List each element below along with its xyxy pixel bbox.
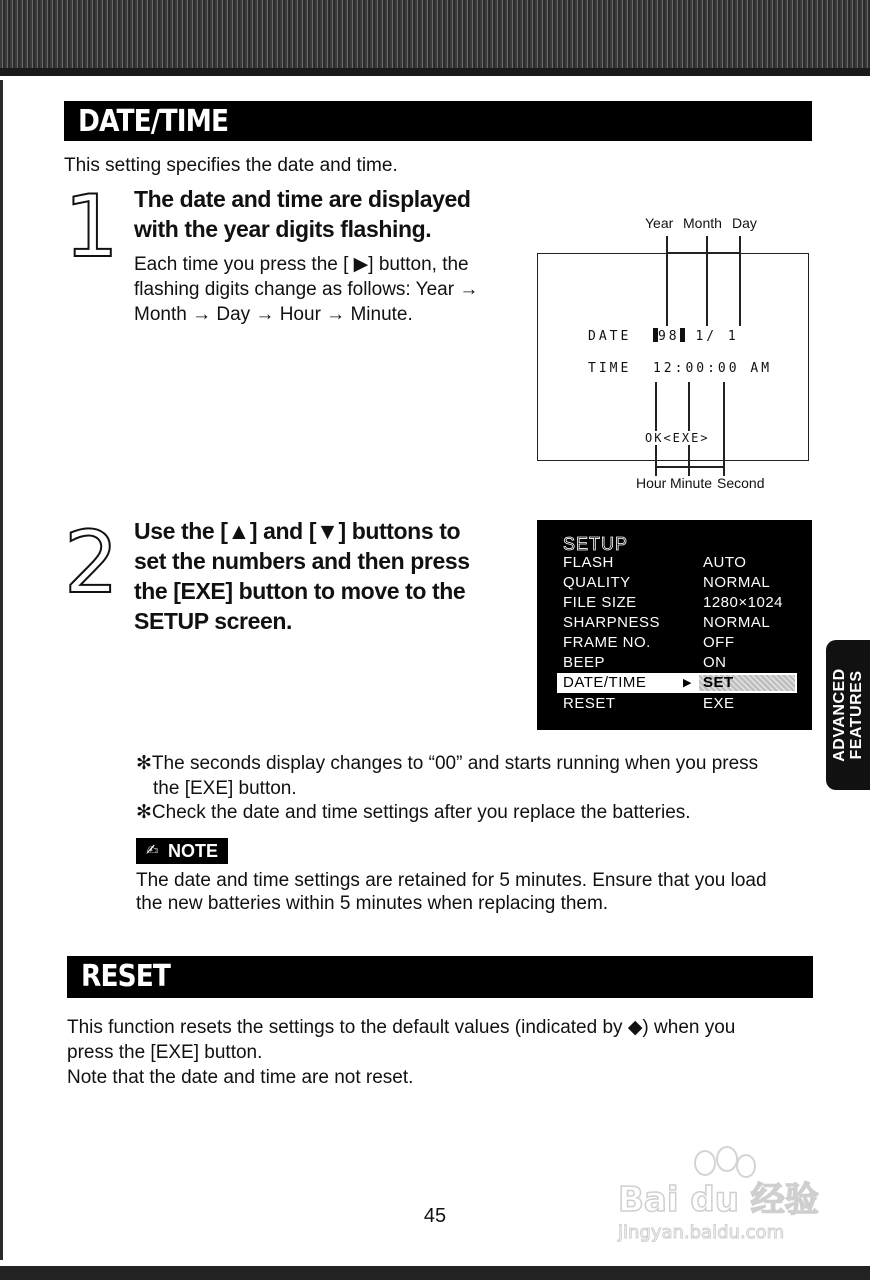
bullet-2: ✻Check the date and time settings after you replace the batteries. [136, 802, 691, 823]
date-time-title: DATE/TIME [78, 104, 229, 139]
setup-value: NORMAL [703, 614, 771, 631]
setup-value: 1280×1024 [703, 594, 783, 611]
date-field-label: DATE [588, 329, 632, 344]
setup-value: NORMAL [703, 574, 771, 591]
step-1-heading-line-2: with the year digits flashing. [134, 216, 432, 242]
date-month-day-value: 1/ 1 [695, 329, 739, 344]
setup-value: SET [703, 674, 734, 691]
second-leader-line [723, 382, 725, 476]
step-1-number: 1 [64, 177, 119, 277]
setup-value: OFF [703, 634, 735, 651]
setup-row-quality [557, 573, 797, 593]
setup-row-file-size [557, 593, 797, 613]
paw-toe-icon [716, 1146, 738, 1172]
setup-row-sharpness [557, 613, 797, 633]
baidu-watermark [610, 1150, 830, 1260]
step-2-line-2: set the numbers and then press [134, 548, 470, 574]
setup-row-reset [557, 694, 797, 714]
hour-label: Hour [636, 475, 667, 491]
setup-screen [537, 520, 812, 730]
lcd-display-frame [537, 253, 809, 461]
setup-key: BEEP [563, 654, 606, 671]
setup-row-flash [557, 553, 797, 573]
reset-line-3: Note that the date and time are not reset. [67, 1067, 414, 1088]
scan-left-edge [0, 80, 3, 1260]
note-line-2: the new batteries within 5 minutes when replacing them. [136, 893, 609, 914]
time-row [588, 361, 772, 376]
date-row [588, 328, 739, 344]
note-label [136, 838, 228, 864]
watermark-url: jingyan.baidu.com [618, 1222, 785, 1243]
time-value: 12:00:00 AM [652, 361, 773, 376]
side-tab-line-2: FEATURES [848, 670, 865, 760]
date-year-value: 98 [657, 329, 680, 344]
watermark-brand: Bai du 经验 [618, 1180, 819, 1220]
setup-key: QUALITY [563, 574, 631, 591]
minute-label: Minute [670, 475, 713, 491]
year-label: Year [645, 215, 674, 231]
step-2-line-1: Use the [▲] and [▼] buttons to [134, 518, 461, 544]
month-leader-line [706, 236, 708, 326]
setup-value: EXE [703, 695, 735, 712]
selection-arrow-icon: ▶ [683, 677, 692, 689]
bullet-1-line-2: the [EXE] button. [153, 778, 297, 799]
setup-key: FILE SIZE [563, 594, 637, 611]
reset-title: RESET [81, 959, 171, 994]
reset-section-header [67, 956, 813, 998]
setup-key: DATE/TIME [563, 674, 647, 691]
reset-line-1: This function resets the settings to the default values (indicated by ◆) when you [67, 1017, 736, 1038]
time-field-label: TIME [588, 361, 632, 376]
day-leader-line [739, 236, 741, 326]
setup-row-date-time-selected [557, 673, 797, 693]
advanced-features-tab [826, 640, 870, 790]
minute-leader-line [688, 382, 690, 476]
setup-key: RESET [563, 695, 616, 712]
step-2-line-4: SETUP screen. [134, 608, 293, 634]
setup-value: AUTO [703, 554, 747, 571]
setup-key: FLASH [563, 554, 614, 571]
step-1-heading-line-1: The date and time are displayed [134, 186, 471, 212]
month-label: Month [683, 215, 722, 231]
cursor-right-mark [680, 328, 685, 342]
step-1-body-line-1: Each time you press the [ ▶] button, the [134, 254, 469, 275]
setup-row-beep [557, 653, 797, 673]
top-leader-connector [666, 252, 740, 254]
step-2-line-3: the [EXE] button to move to the [134, 578, 466, 604]
bottom-leader-connector [655, 466, 724, 468]
day-label: Day [732, 215, 757, 231]
setup-row-frame-no [557, 633, 797, 653]
side-tab-line-1: ADVANCED [831, 668, 848, 762]
pencil-icon: ✍ [146, 842, 159, 859]
note-line-1: The date and time settings are retained for 5 minutes. Ensure that you load [136, 870, 767, 891]
scan-top-edge [0, 0, 870, 76]
bullet-1-line-1: ✻The seconds display changes to “00” and starts running when you press [136, 753, 759, 774]
step-1-body-line-2: flashing digits change as follows: Year → [134, 279, 479, 300]
side-tab-label [831, 668, 865, 761]
step-1-body-line-3: Month → Day → Hour → Minute. [134, 304, 413, 325]
ok-exe-prompt: OK<EXE> [645, 431, 710, 445]
step-2-number: 2 [64, 513, 119, 613]
setup-value: ON [703, 654, 727, 671]
date-time-section-header [64, 101, 812, 141]
hour-leader-line [655, 382, 657, 476]
date-time-intro: This setting specifies the date and time. [64, 155, 398, 176]
reset-line-2: press the [EXE] button. [67, 1042, 263, 1063]
page-number: 45 [423, 1205, 447, 1227]
setup-screen-title: SETUP [563, 534, 629, 554]
second-label: Second [717, 475, 765, 491]
note-label-text: NOTE [168, 841, 219, 861]
setup-key: FRAME NO. [563, 634, 651, 651]
setup-key: SHARPNESS [563, 614, 661, 631]
scan-bottom-edge [0, 1266, 870, 1280]
year-leader-line [666, 236, 668, 326]
